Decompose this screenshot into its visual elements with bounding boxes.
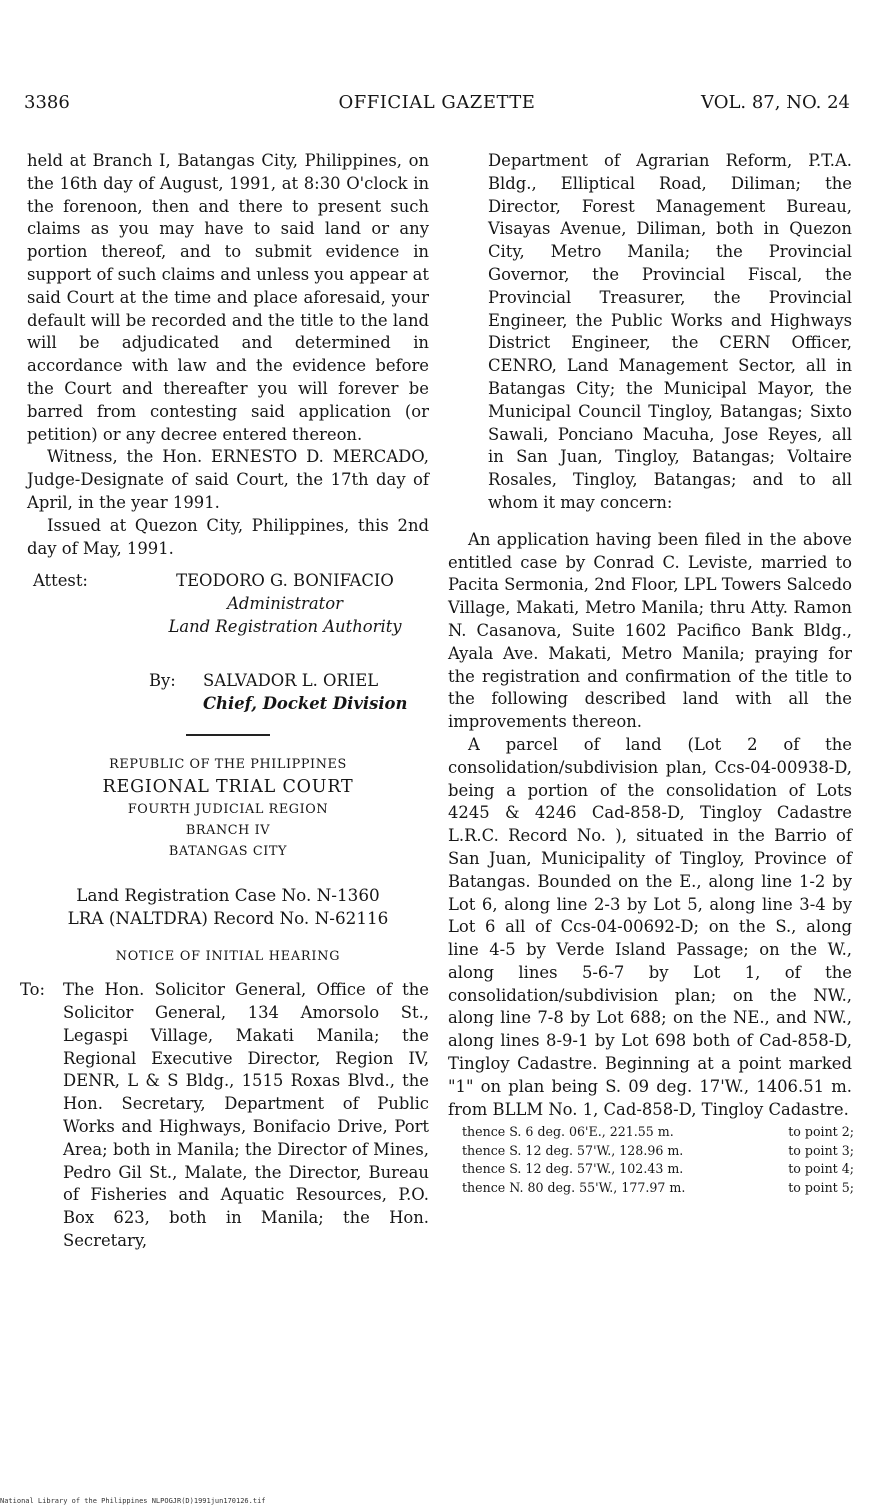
bearings-list <box>462 1123 854 1197</box>
witness-suffix: Judge-Designate of said Court, the 17th day of April, in the year 1991. <box>27 470 429 512</box>
volume-number: VOL. 87, NO. 24 <box>701 92 850 113</box>
attest-label: Attest: <box>33 571 88 591</box>
to-label: To: <box>20 980 46 1000</box>
parcel-paragraph: A parcel of land (Lot 2 of the consolidation/subdivision plan, Ccs-04-00938-D, being a portion of the consolidation of Lots 4245 & 4246 Cad-858-D, Tingloy Cadastre L.R.C. Record No. ), situated in the Barrio of San Juan, Municipality of Tingloy, Province of Batangas. Bounded on the E., along line 1-2 by Lot 6, along line 2-3 by Lot 5, along line 3-4 by Lot 6 all of Ccs-04-00692-D; on the S., along line 4-5 by Verde Island Passage; on the W., along lines 5-6-7 by Lot 1, of the consolidation/subdivision plan; on the NW., along line 7-8 by Lot 688; on the NE., and NW., along lines 8-9-1 by Lot 698 both of Cad-858-D, Tingloy Cadastre. Beginning at a point marked "1" on plan being S. 09 deg. 17'W., 1406.51 m. from BLLM No. 1, Cad-858-D, Tingloy Cadastre. <box>448 734 852 1119</box>
hearing-paragraph: held at Branch I, Batangas City, Philippines, on the 16th day of August, 1991, at 8:30 O'clock in the forenoon, then and there to present such claims as you may have to said land or any portion thereof, and to submit evidence in support of such claims and unless you appear at said Court at the time and place aforesaid, your default will be recorded and the title to the land will be adjudicated and determined in accordance with law and the evidence before the Court and thereafter you will forever be barred from contesting said application (or petition) or any decree entered thereon. <box>27 151 429 444</box>
right-column <box>448 150 852 1197</box>
caption-region: FOURTH JUDICIAL REGION <box>127 802 329 818</box>
section-divider <box>186 734 270 736</box>
court-caption <box>27 754 429 862</box>
bearing-row: thence N. 80 deg. 55'W., 177.97 m. to point 5; <box>462 1179 854 1195</box>
by-name: SALVADOR L. ORIEL <box>203 671 379 691</box>
caption-republic: REPUBLIC OF THE PHILIPPINES <box>109 757 347 773</box>
by-label: By: <box>149 671 176 691</box>
by-signature <box>27 670 429 720</box>
caption-city: BATANGAS CITY <box>168 844 288 860</box>
addressees-text: The Hon. Solicitor General, Office of the Solicitor General, 134 Amorsolo St., Legaspi Village, Makati Manila; the Regional Executive Director, Region IV, DENR, L & S Bldg., 1515 Roxas Blvd., the Hon. Secretary, Department of Public Works and Highways, Bonifacio Drive, Port Area; both in Manila; the Director of Mines, Pedro Gil St., Malate, the Director, Bureau of Fisheries and Aquatic Resources, P.O. Box 623, both in Manila; the Hon. Secretary, <box>63 980 429 1250</box>
bearing-row: thence S. 12 deg. 57'W., 128.96 m. to point 3; <box>462 1142 854 1158</box>
case-numbers <box>27 884 429 930</box>
publication-title: OFFICIAL GAZETTE <box>338 92 536 113</box>
page-number: 3386 <box>24 92 70 113</box>
notice-heading: NOTICE OF INITIAL HEARING <box>115 949 341 965</box>
bearing-row: thence S. 6 deg. 06'E., 221.55 m. to point 2; <box>462 1124 854 1140</box>
witness-paragraph <box>27 446 429 514</box>
case-number: Land Registration Case No. N-1360 <box>76 885 380 906</box>
attest-signature <box>27 570 429 662</box>
attest-name: TEODORO G. BONIFACIO <box>176 571 394 591</box>
left-column <box>20 150 429 1253</box>
addressees-block <box>20 979 429 1253</box>
attest-office: Land Registration Authority <box>168 616 402 636</box>
caption-branch: BRANCH IV <box>185 823 271 839</box>
application-paragraph: An application having been filed in the above entitled case by Conrad C. Leviste, married to Pacita Sermonia, 2nd Floor, LPL Towers Salcedo Village, Makati, Metro Manila; thru Atty. Ramon N. Casanova, Suite 1602 Pacifico Bank Bldg., Ayala Ave. Makati, Metro Manila; praying for the registration and confirmation of the title to the following described land with all the improvements thereon. <box>448 529 852 732</box>
page-header <box>24 92 850 120</box>
witness-prefix: Witness, the Hon. <box>47 447 203 467</box>
bearing-row: thence S. 12 deg. 57'W., 102.43 m. to point 4; <box>462 1161 854 1177</box>
by-title: Chief, Docket Division <box>203 694 408 714</box>
caption-court: REGIONAL TRIAL COURT <box>102 777 354 798</box>
witness-name: ERNESTO D. MERCADO, <box>211 447 429 467</box>
issued-paragraph: Issued at Quezon City, Philippines, this 2nd day of May, 1991. <box>27 515 429 558</box>
attest-title: Administrator <box>227 594 343 614</box>
record-number: LRA (NALTDRA) Record No. N-62116 <box>67 908 389 929</box>
addressees-continued: Department of Agrarian Reform, P.T.A. Bldg., Elliptical Road, Diliman; the Director, Forest Management Bureau, Visayas Avenue, Diliman, both in Quezon City, Metro Manila; the Provincial Governor, the Provincial Fiscal, the Provincial Treasurer, the Provincial Engineer, the Public Works and Highways District Engineer, the CERN Officer, CENRO, Land Management Sector, all in Batangas City; the Municipal Mayor, the Municipal Council Tingloy, Batangas; Sixto Sawali, Ponciano Macuha, Jose Reyes, all in San Juan, Tingloy, Batangas; Voltaire Rosales, Tingloy, Batangas; and to all whom it may concern: <box>488 151 852 512</box>
scan-footer: National Library of the Philippines NLPOGJR(D)1991jun170126.tif <box>0 1497 266 1505</box>
